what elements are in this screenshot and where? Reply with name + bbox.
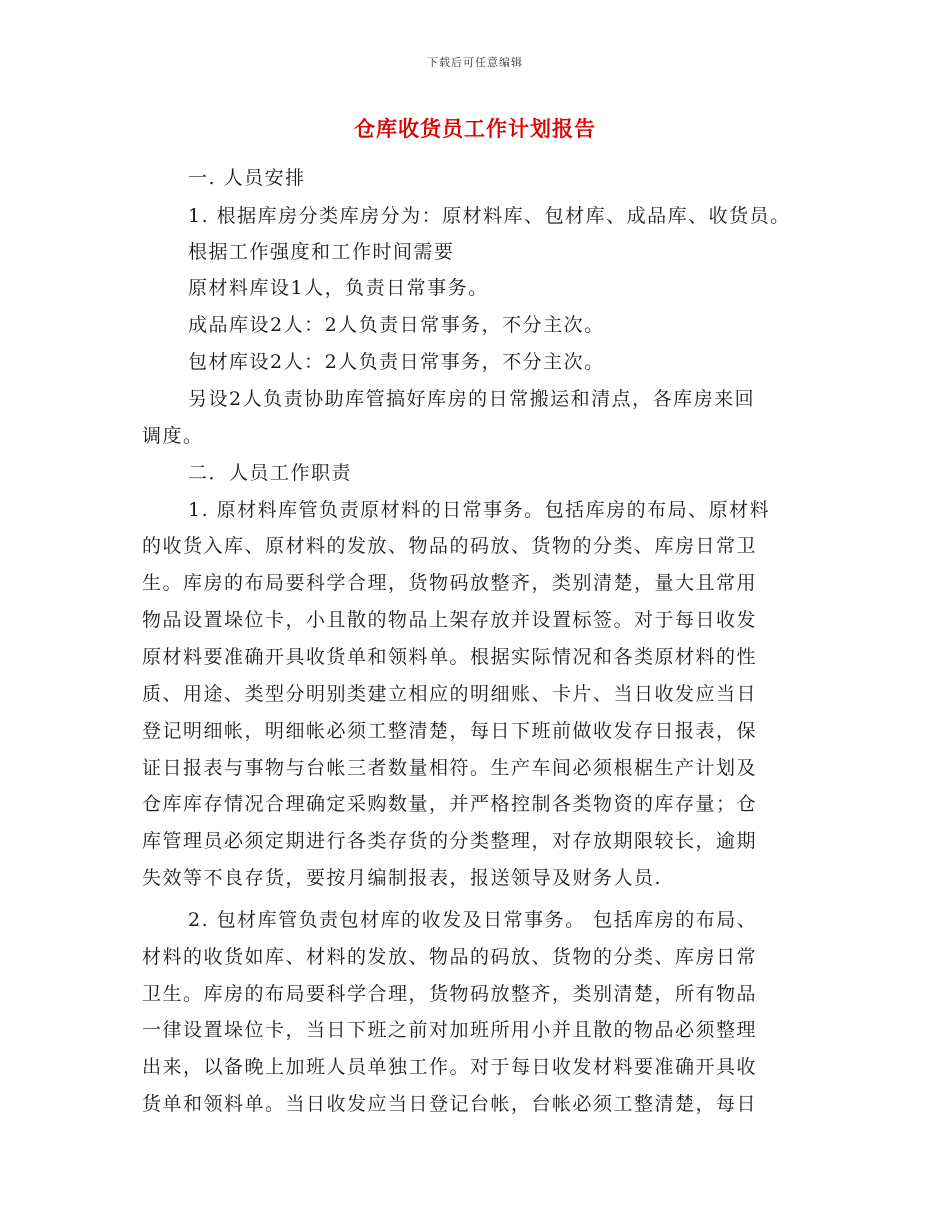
paragraph-line: 2. 包材库管负责包材库的收发及日常事务。 包括库房的布局、 xyxy=(188,909,758,931)
paragraph-line: 1. 根据库房分类库房分为：原材料库、包材库、成品库、收货员。 xyxy=(188,205,791,227)
paragraph-line: 卫生。库房的布局要科学合理，货物码放整齐，类别清楚，所有物品 xyxy=(142,983,758,1005)
paragraph-line: 仓库库存情况合理确定采购数量，并严格控制各类物资的库存量；仓 xyxy=(142,793,758,815)
header-note: 下载后可任意编辑 xyxy=(427,56,523,69)
section-heading-1: 一. 人员安排 xyxy=(188,167,306,189)
paragraph-line: 根据工作强度和工作时间需要 xyxy=(188,241,455,263)
paragraph-line: 原材料库设1人，负责日常事务。 xyxy=(188,277,489,299)
document-title: 仓库收货员工作计划报告 xyxy=(354,116,596,141)
paragraph-line: 货单和领料单。当日收发应当日登记台帐，台帐必须工整清楚，每日 xyxy=(142,1093,758,1115)
paragraph-line: 一律设置垛位卡，当日下班之前对加班所用小并且散的物品必须整理 xyxy=(142,1019,758,1041)
paragraph-line: 的收货入库、原材料的发放、物品的码放、货物的分类、库房日常卫 xyxy=(142,535,758,557)
paragraph-line: 成品库设2人：2人负责日常事务，不分主次。 xyxy=(188,314,605,336)
paragraph-line: 生。库房的布局要科学合理，货物码放整齐，类别清楚，量大且常用 xyxy=(142,572,758,594)
paragraph-line: 另设2人负责协助库管搞好库房的日常搬运和清点，各库房来回 xyxy=(188,388,756,410)
paragraph-line: 材料的收货如库、材料的发放、物品的码放、货物的分类、库房日常 xyxy=(142,946,758,968)
paragraph-line: 证日报表与事物与台帐三者数量相符。生产车间必须根椐生产计划及 xyxy=(142,757,758,779)
paragraph-line: 登记明细帐，明细帐必须工整清楚，每日下班前做收发存日报表，保 xyxy=(142,720,758,742)
paragraph-line: 出来，以备晚上加班人员单独工作。对于每日收发材料要准确开具收 xyxy=(142,1056,758,1078)
section-heading-2: 二．人员工作职责 xyxy=(188,462,353,484)
paragraph-line: 包材库设2人：2人负责日常事务，不分主次。 xyxy=(188,351,605,373)
paragraph-line: 失效等不良存货，要按月编制报表，报送领导及财务人员. xyxy=(142,867,663,889)
paragraph-line: 调度。 xyxy=(142,425,204,447)
paragraph-line: 质、用途、类型分明别类建立相应的明细账、卡片、当日收发应当日 xyxy=(142,683,758,705)
paragraph-line: 1. 原材料库管负责原材料的日常事务。包括库房的布局、原材料 xyxy=(188,499,771,521)
paragraph-line: 库管理员必须定期进行各类存货的分类整理，对存放期限较长，逾期 xyxy=(142,830,758,852)
paragraph-line: 原材料要准确开具收货单和领料单。根据实际情况和各类原材料的性 xyxy=(142,646,758,668)
paragraph-line: 物品设置垛位卡，小且散的物品上架存放并设置标签。对于每日收发 xyxy=(142,609,758,631)
